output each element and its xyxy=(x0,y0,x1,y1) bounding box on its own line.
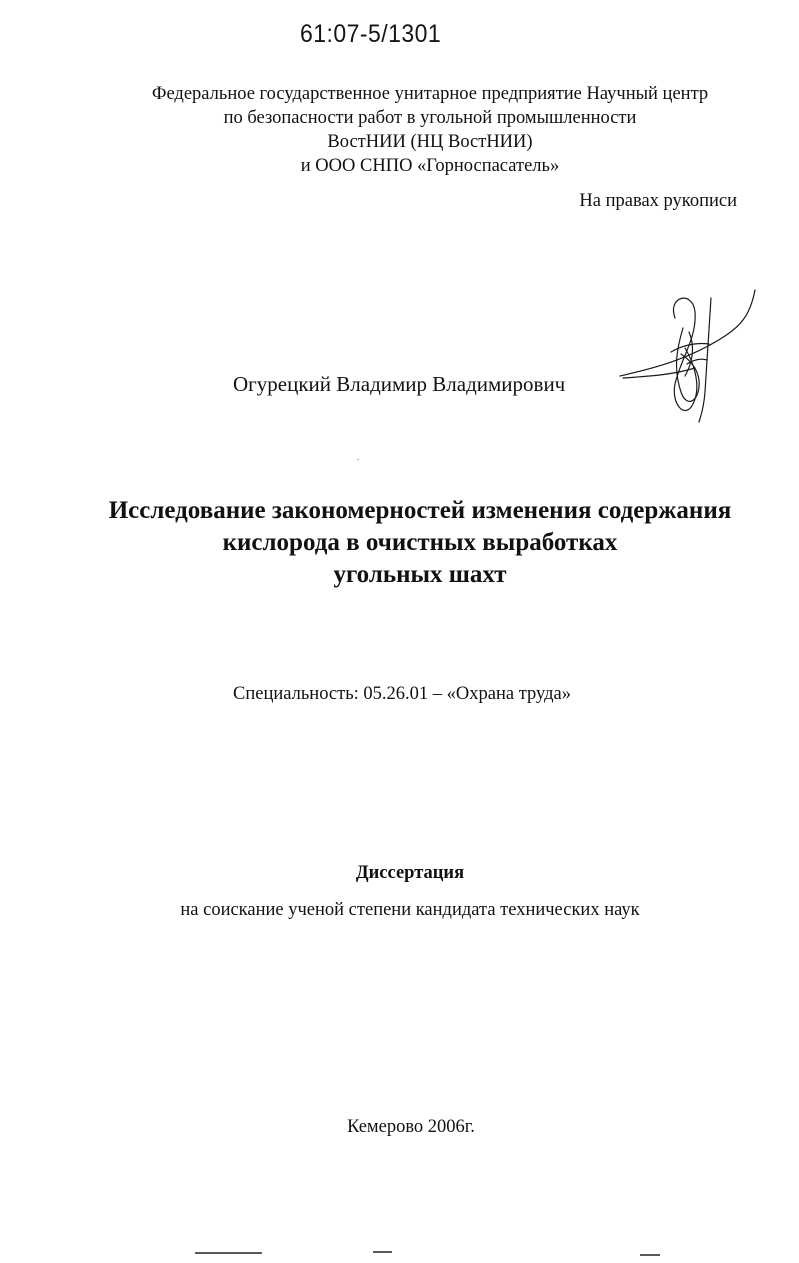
dissertation-heading: Диссертация xyxy=(355,863,465,883)
archive-stamp-number: 61:07-5/1301 xyxy=(300,20,442,48)
scan-speck xyxy=(357,459,359,460)
organization-line: ВостНИИ (НЦ ВостНИИ) xyxy=(327,132,533,152)
dissertation-title xyxy=(60,495,780,591)
title-line: Исследование закономерностей изменения содержания xyxy=(108,497,732,524)
place-year: Кемерово 2006г. xyxy=(347,1117,475,1137)
title-line: угольных шахт xyxy=(333,561,507,588)
organization-line: и ООО СНПО «Горноспасатель» xyxy=(300,156,560,176)
specialty-line: Специальность: 05.26.01 – «Охрана труда» xyxy=(233,684,571,704)
organization-line: Федеральное государственное унитарное предприятие Научный центр xyxy=(151,84,709,104)
organization-line: по безопасности работ в угольной промышленности xyxy=(223,108,637,128)
signature-icon xyxy=(615,288,765,428)
author-name: Огурецкий Владимир Владимирович xyxy=(233,372,566,396)
dissertation-subtitle: на соискание ученой степени кандидата технических наук xyxy=(180,900,640,920)
scan-edge-marks xyxy=(0,1244,799,1263)
organization-block xyxy=(100,82,760,178)
title-line: кислорода в очистных выработках xyxy=(222,529,618,556)
rights-note: На правах рукописи xyxy=(579,191,737,211)
